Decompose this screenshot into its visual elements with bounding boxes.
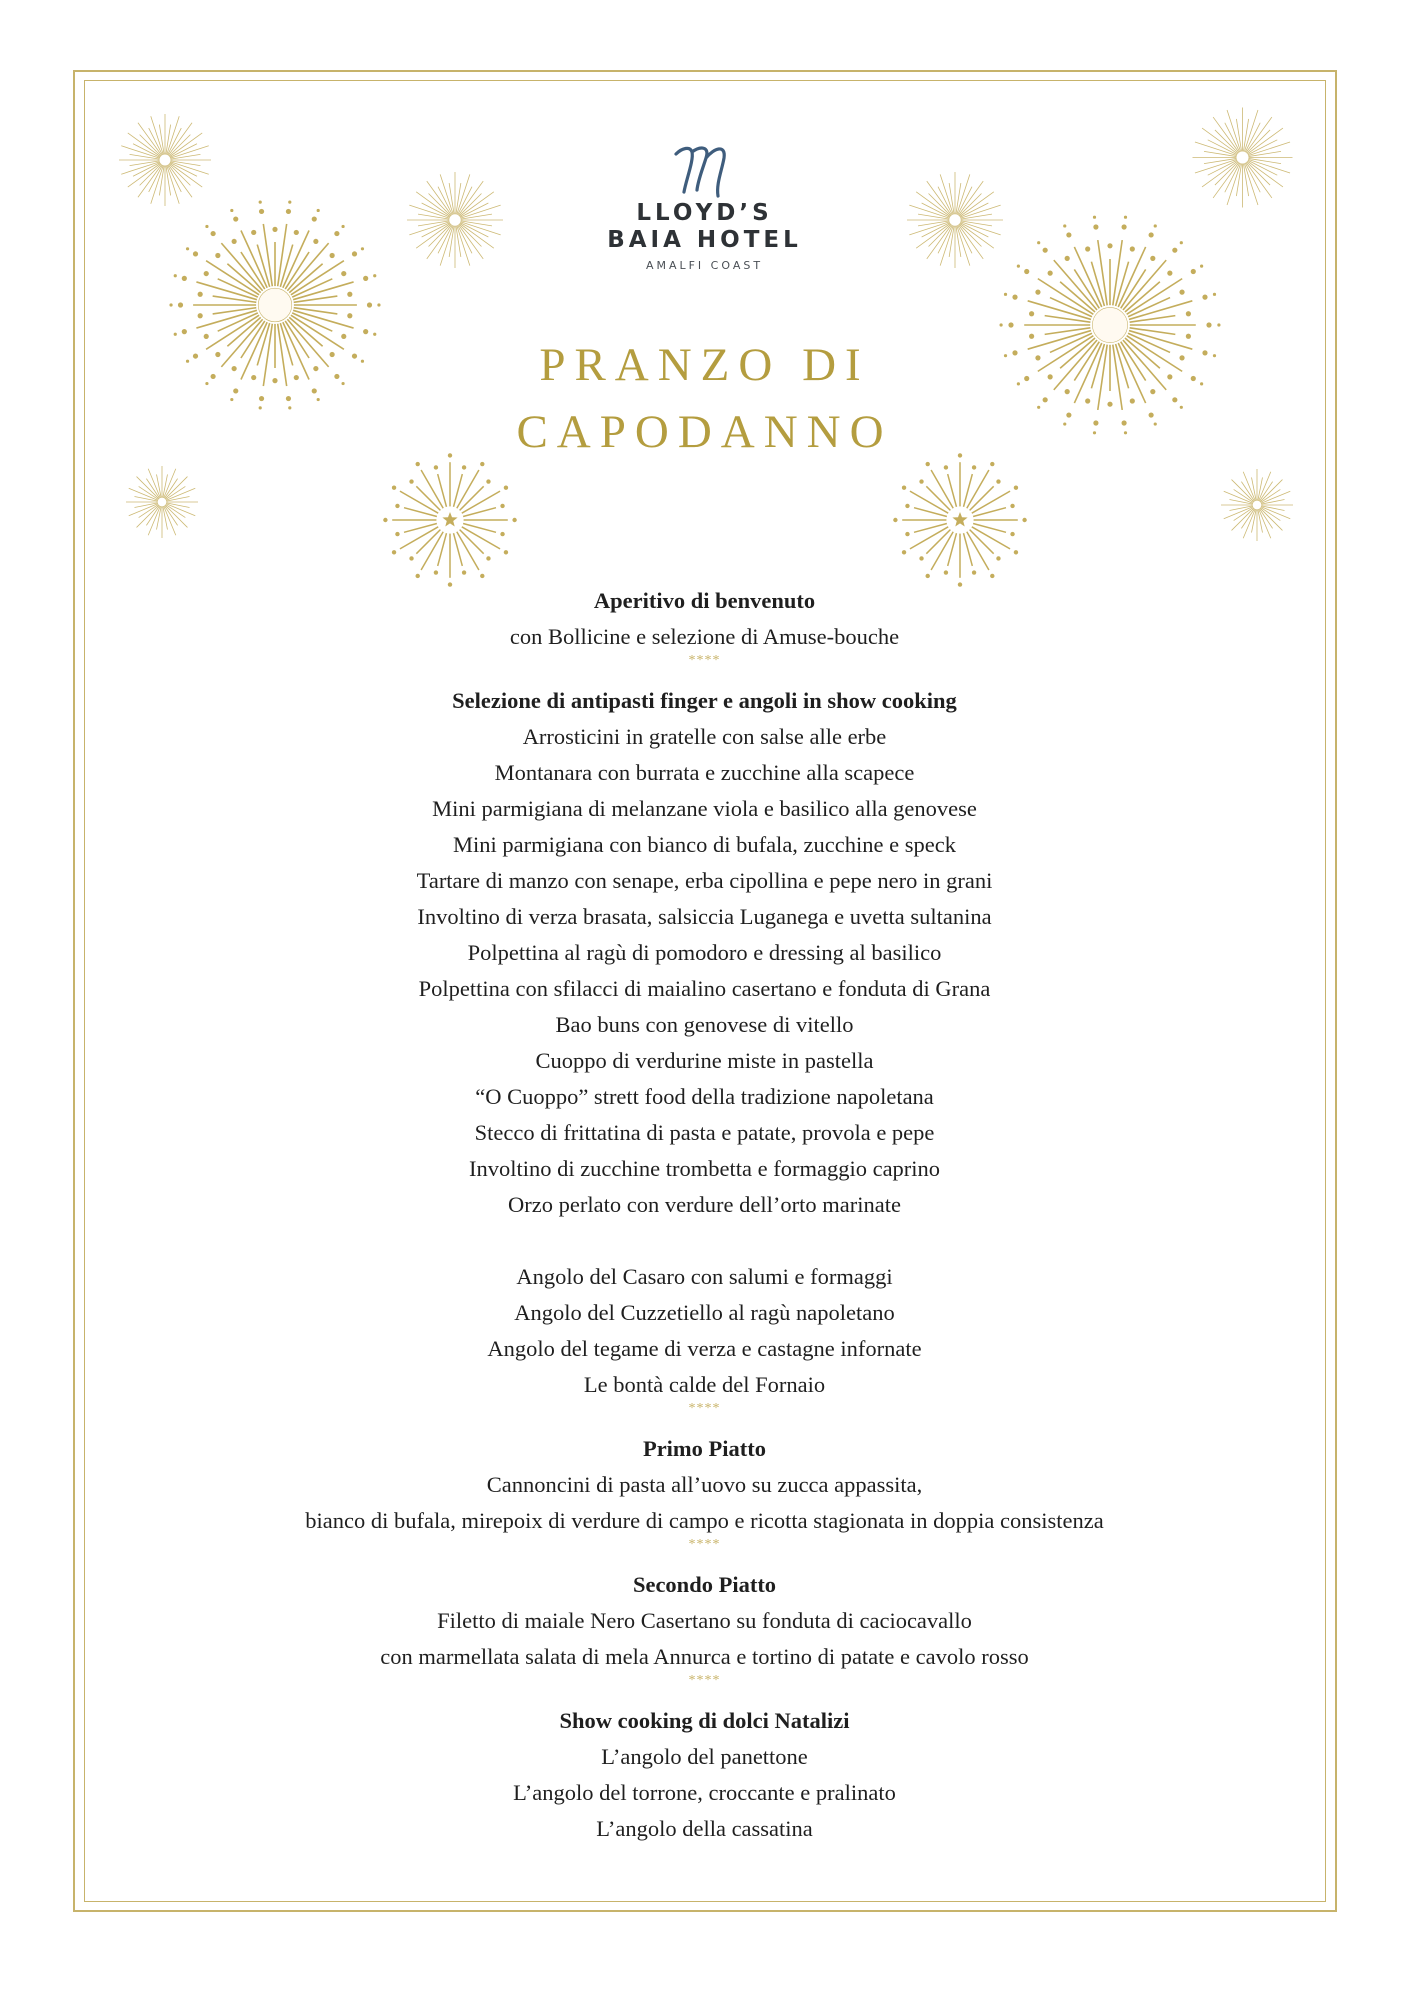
menu-line: Orzo perlato con verdure dell’orto marinate xyxy=(508,1192,901,1217)
separator: **** xyxy=(688,653,721,668)
menu-line: Cannoncini di pasta all’uovo su zucca appassita, xyxy=(486,1472,923,1497)
menu-line: Mini parmigiana con bianco di bufala, zucchine e speck xyxy=(453,832,956,857)
menu-line: Tartare di manzo con senape, erba cipollina e pepe nero in grani xyxy=(416,868,993,893)
hotel-location: AMALFI COAST xyxy=(645,259,764,272)
menu-line: con Bollicine e selezione di Amuse-bouche xyxy=(509,624,900,649)
menu-line: Angolo del Cuzzetiello al ragù napoletano xyxy=(514,1300,895,1325)
logo-monogram-icon xyxy=(670,140,740,200)
menu-line: bianco di bufala, mirepoix di verdure di campo e ricotta stagionata in doppia consistenza xyxy=(305,1508,1104,1533)
menu-line: Angolo del Casaro con salumi e formaggi xyxy=(516,1264,893,1289)
menu-line: L’angolo del torrone, croccante e pralinato xyxy=(513,1780,896,1805)
aperitivo-heading: Aperitivo di benvenuto xyxy=(593,588,816,613)
menu-line: “O Cuoppo” strett food della tradizione napoletana xyxy=(475,1084,934,1109)
menu-line: Polpettina con sfilacci di maialino casertano e fonduta di Grana xyxy=(418,976,991,1001)
spacer xyxy=(0,1223,1409,1259)
antipasti-heading: Selezione di antipasti finger e angoli in show cooking xyxy=(452,688,957,713)
title-line1: PRANZO DI xyxy=(539,339,870,391)
firework-decoration xyxy=(375,445,525,595)
separator: **** xyxy=(688,1537,721,1552)
menu-line: Stecco di frittatina di pasta e patate, provola e pepe xyxy=(474,1120,935,1145)
menu-line: Montanara con burrata e zucchine alla scapece xyxy=(494,760,915,785)
separator: **** xyxy=(688,1673,721,1688)
menu-line: L’angolo del panettone xyxy=(601,1744,808,1769)
menu-line: Involtino di verza brasata, salsiccia Luganega e uvetta sultanina xyxy=(417,904,992,929)
menu-line: Bao buns con genovese di vitello xyxy=(555,1012,854,1037)
menu-line: Angolo del tegame di verza e castagne infornate xyxy=(487,1336,922,1361)
menu-line: Mini parmigiana di melanzane viola e basilico alla genovese xyxy=(432,796,977,821)
menu-line: Le bontà calde del Fornaio xyxy=(583,1372,826,1397)
hotel-name-line2: BAIA HOTEL xyxy=(607,227,802,253)
menu-line: Involtino di zucchine trombetta e formaggio caprino xyxy=(468,1156,941,1181)
firework-decoration xyxy=(120,460,204,544)
menu-line: Cuoppo di verdurine miste in pastella xyxy=(535,1048,874,1073)
menu-line: L’angolo della cassatina xyxy=(596,1816,813,1841)
firework-decoration xyxy=(1215,463,1299,547)
firework-decoration xyxy=(885,445,1035,595)
dolci-heading: Show cooking di dolci Natalizi xyxy=(559,1708,850,1733)
separator: **** xyxy=(688,1401,721,1416)
hotel-name-line1: LLOYD’S xyxy=(636,200,773,226)
primo-heading: Primo Piatto xyxy=(642,1436,767,1461)
page-title xyxy=(0,332,1409,466)
title-line2: CAPODANNO xyxy=(516,406,893,458)
menu-line: Polpettina al ragù di pomodoro e dressing al basilico xyxy=(467,940,942,965)
menu-line: con marmellata salata di mela Annurca e tortino di patate e cavolo rosso xyxy=(380,1644,1029,1669)
menu-line: Filetto di maiale Nero Casertano su fonduta di caciocavallo xyxy=(437,1608,972,1633)
menu xyxy=(0,583,1409,1847)
secondo-heading: Secondo Piatto xyxy=(632,1572,777,1597)
hotel-logo xyxy=(0,140,1409,272)
menu-line: Arrosticini in gratelle con salse alle erbe xyxy=(522,724,887,749)
